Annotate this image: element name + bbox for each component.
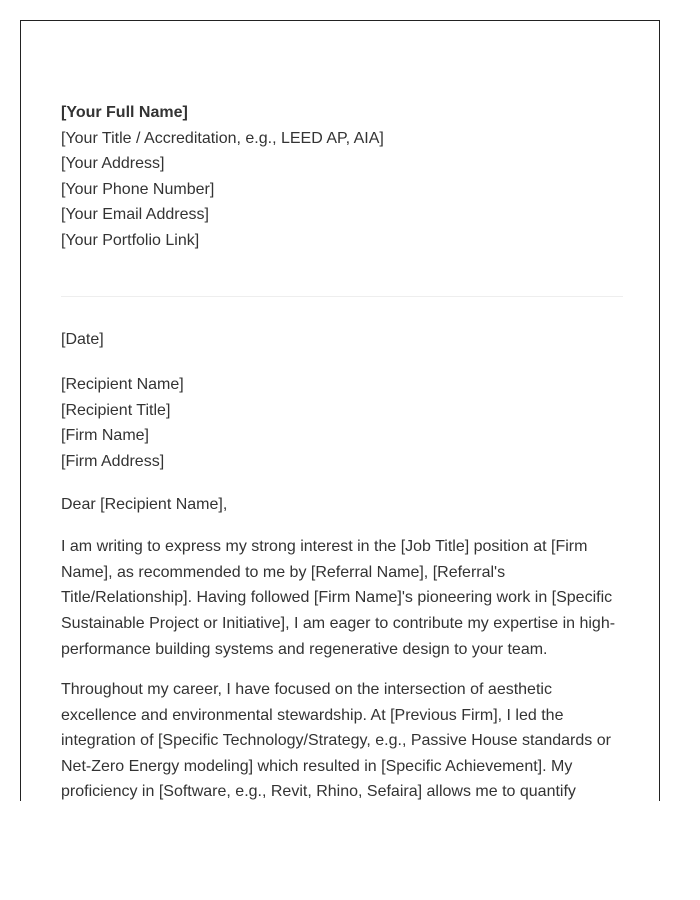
letter-date: [Date] [61,330,104,348]
sender-phone: [Your Phone Number] [61,180,215,198]
letter-content [61,100,623,801]
body-paragraph: Throughout my career, I have focused on the intersection of aesthetic excellence and environmental stewardship. At [Previous Firm], I led the integration of [Specific Technology/Strategy, e.g., Passive House standards or Net-Zero Energy modeling] which resulted in [Specific Achievement]. My proficiency in [Software, e.g., Revit, Rhino, Sefaira] allows me to quantify [61,681,611,801]
body-paragraph: I am writing to express my strong interest in the [Job Title] position at [Firm Name], as recommended to me by [Referral Name], [Referral's Title/Relationship]. Having followed [Firm Name]'s pioneering work in [Specific Sustainable Project or Initiative], I am eager to contribute my expertise in high-performance building systems and regenerative design to your team. [61,538,616,658]
recipient-firm: [Firm Name] [61,427,149,445]
header-divider [61,296,623,297]
sender-name: [Your Full Name] [61,104,188,121]
recipient-block [61,372,623,474]
recipient-name: [Recipient Name] [61,376,184,394]
sender-block [61,100,623,254]
sender-portfolio: [Your Portfolio Link] [61,231,200,249]
salutation: Dear [Recipient Name], [61,495,228,513]
sender-address: [Your Address] [61,155,165,173]
sender-title: [Your Title / Accreditation, e.g., LEED AP, AIA] [61,129,384,147]
letter-page [20,20,660,801]
sender-email: [Your Email Address] [61,206,209,224]
recipient-address: [Firm Address] [61,452,165,470]
recipient-title: [Recipient Title] [61,401,171,419]
